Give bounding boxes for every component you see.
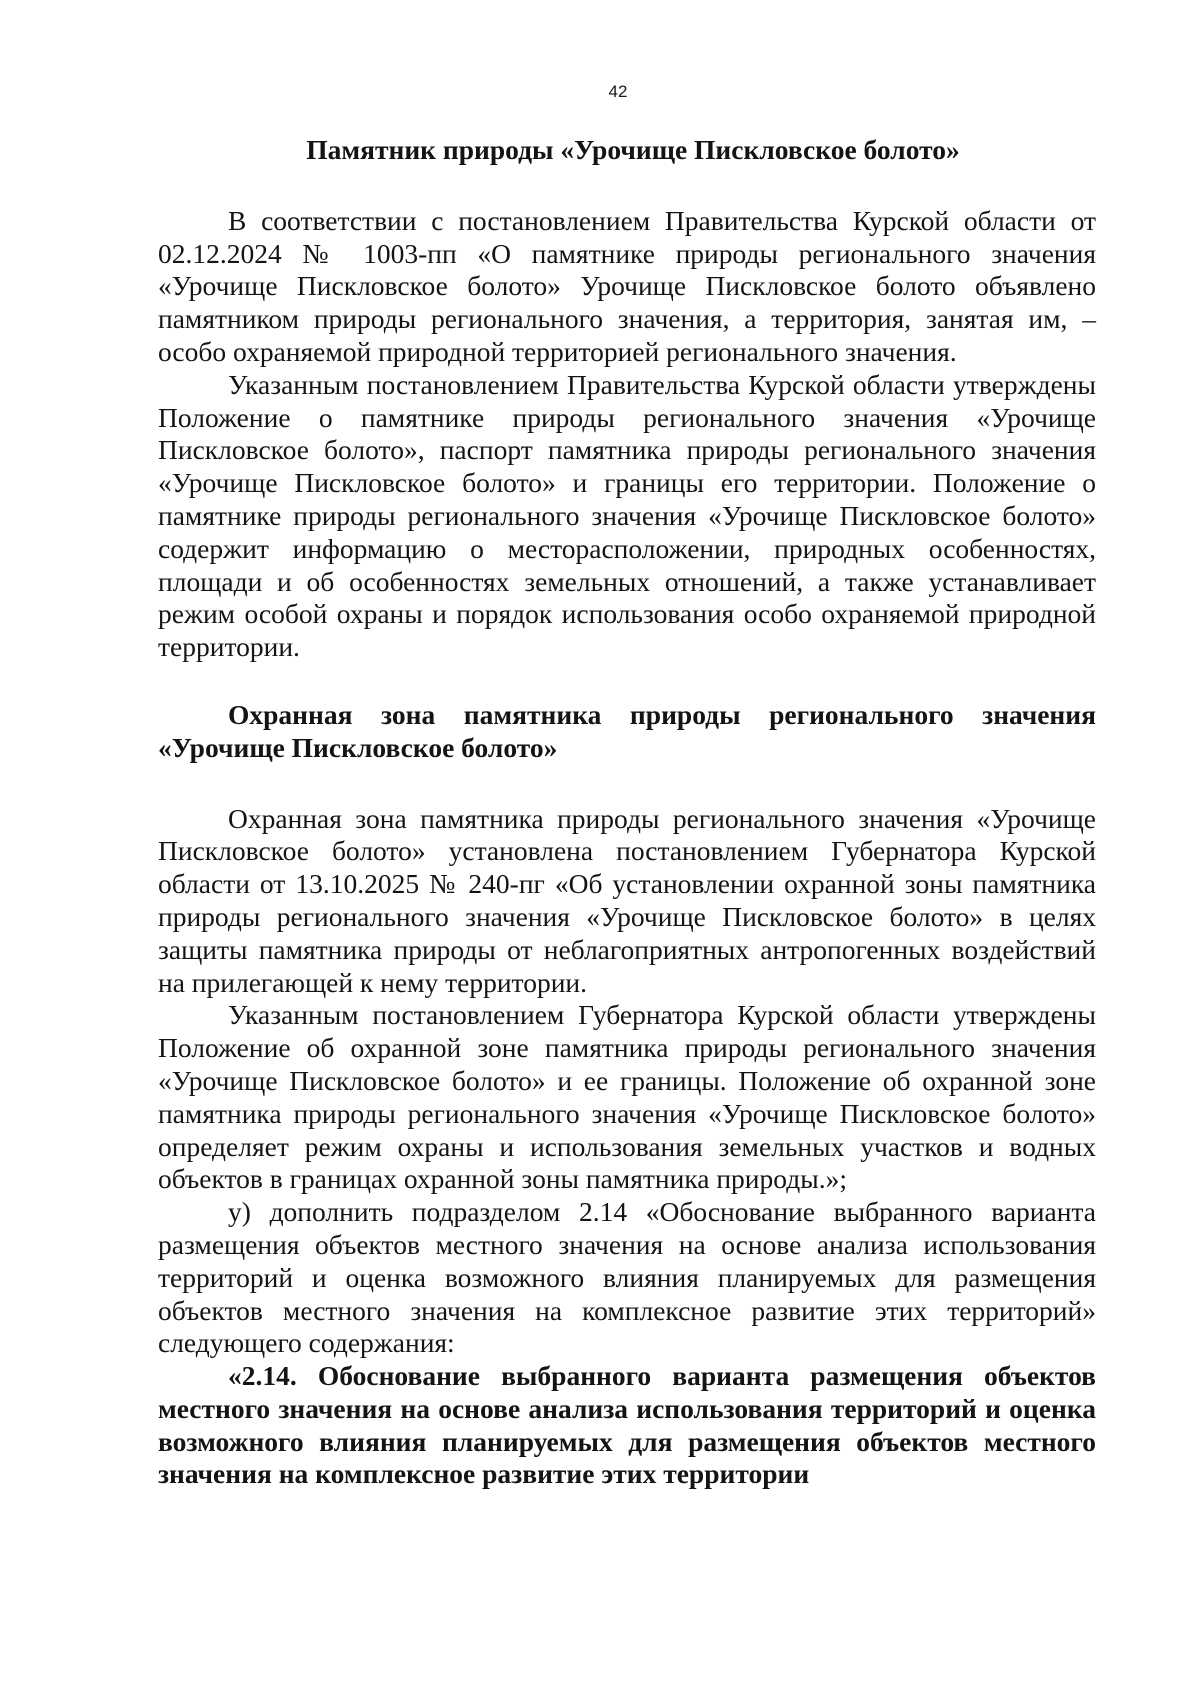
spacer — [158, 664, 1096, 699]
subsection-heading: «2.14. Обоснование выбранного варианта размещения объектов местного значения на основе анализа использования территорий и оценка возможного влияния планируемых для размещения объектов местного значения на комплексное развитие этих территории — [158, 1360, 1096, 1490]
section-title: Памятник природы «Урочище Пискловское болото» — [306, 134, 960, 165]
spacer — [158, 167, 1096, 205]
document-body — [158, 134, 1096, 1491]
body-paragraph: Охранная зона памятника природы регионального значения «Урочище Пискловское болото» установлена постановлением Губернатора Курской области от 13.10.2025 № 240-пг «Об установлении охранной зоны памятника природы регионального значения «Урочище Пискловское болото» в целях защиты памятника природы от неблагоприятных антропогенных воздействий на прилегающей к нему территории. — [158, 802, 1096, 998]
body-paragraph: Указанным постановлением Правительства Курской области утверждены Положение о памятнике природы регионального значения «Урочище Пискловское болото», паспорт памятника природы регионального значения «Урочище Пискловское болото» и границы его территории. Положение о памятнике природы регионального значения «Урочище Пискловское болото» содержит информацию о месторасположении, природных особенностях, площади и об особенностях земельных отношений, а также устанавливает режим особой охраны и порядок использования особо охраняемой природной территории. — [158, 368, 1096, 663]
body-paragraph: у) дополнить подразделом 2.14 «Обоснование выбранного варианта размещения объектов местного значения на основе анализа использования территорий и оценка возможного влияния планируемых для размещения объектов местного значения на комплексное развитие этих территорий» следующего содержания: — [158, 1196, 1096, 1359]
section-title: Охранная зона памятника природы регионального значения «Урочище Пискловское болото» — [158, 698, 1096, 763]
body-paragraph: В соответствии с постановлением Правительства Курской области от 02.12.2024 № 1003-пп «О памятнике природы регионального значения «Урочище Пискловское болото» Урочище Пискловское болото объявлено памятником природы регионального значения, а территория, занятая им, – особо охраняемой природной территорией регионального значения. — [158, 204, 1096, 367]
page-number: 42 — [608, 82, 628, 101]
spacer — [158, 765, 1096, 803]
body-paragraph: Указанным постановлением Губернатора Курской области утверждены Положение об охранной зоне памятника природы регионального значения «Урочище Пискловское болото» и ее границы. Положение об охранной зоне памятника природы регионального значения «Урочище Пискловское болото» определяет режим охраны и использования земельных участков и водных объектов в границах охранной зоны памятника природы.»; — [158, 999, 1096, 1195]
